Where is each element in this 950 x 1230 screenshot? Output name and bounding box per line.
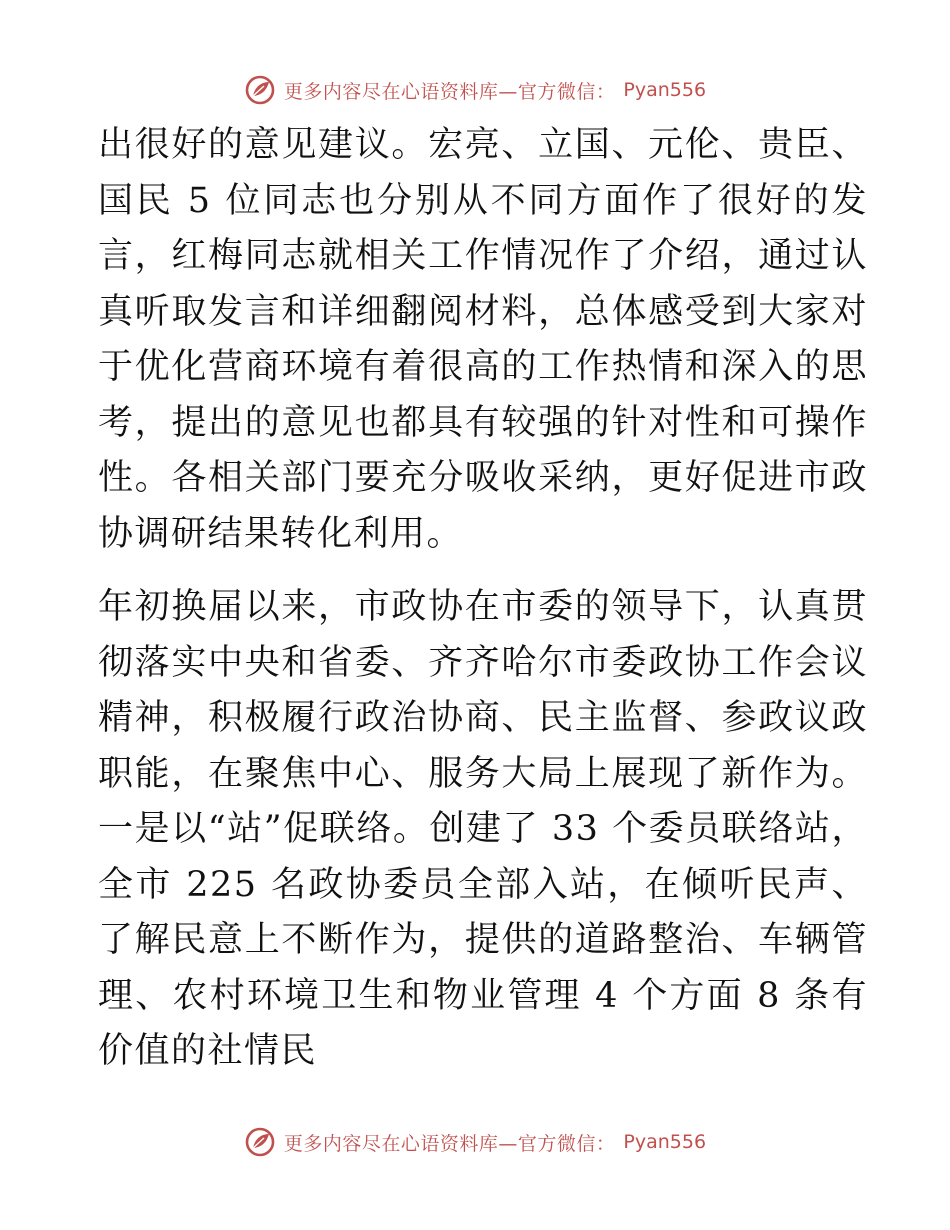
leaf-circle-logo-icon xyxy=(244,74,276,106)
paragraph-2: 年初换届以来，市政协在市委的领导下，认真贯彻落实中央和省委、齐齐哈尔市委政协工作会议精神，积极履行政治协商、民主监督、参政议政职能，在聚焦中心、服务大局上展现了新作为。一是以“站”促联络。创建了 33 个委员联络站，全市 225 名政协委员全部入站，在倾听民声、了解民意上不断作为，提供的道路整治、车辆管理、农村环境卫生和物业管理 4 个方面 8 条有价值的社情民 xyxy=(98,587,868,1071)
watermark-text: 更多内容尽在心语资料库—官方微信： xyxy=(283,1132,616,1155)
watermark-text: 更多内容尽在心语资料库—官方微信： xyxy=(283,80,616,103)
header-watermark xyxy=(0,74,950,106)
watermark-account: Pyan556 xyxy=(623,79,707,101)
paragraph-1: 出很好的意见建议。宏亮、立国、元伦、贵臣、国民 5 位同志也分别从不同方面作了很好的发言，红梅同志就相关工作情况作了介绍，通过认真听取发言和详细翻阅材料，总体感受到大家对于优化营商环境有着很高的工作热情和深入的思考，提出的意见也都具有较强的针对性和可操作性。各相关部门要充分吸收采纳，更好促进市政协调研结果转化利用。 xyxy=(98,125,868,554)
leaf-circle-logo-icon xyxy=(244,1126,276,1158)
watermark-account: Pyan556 xyxy=(623,1131,707,1153)
footer-watermark xyxy=(0,1126,950,1158)
document-body xyxy=(98,118,868,1080)
